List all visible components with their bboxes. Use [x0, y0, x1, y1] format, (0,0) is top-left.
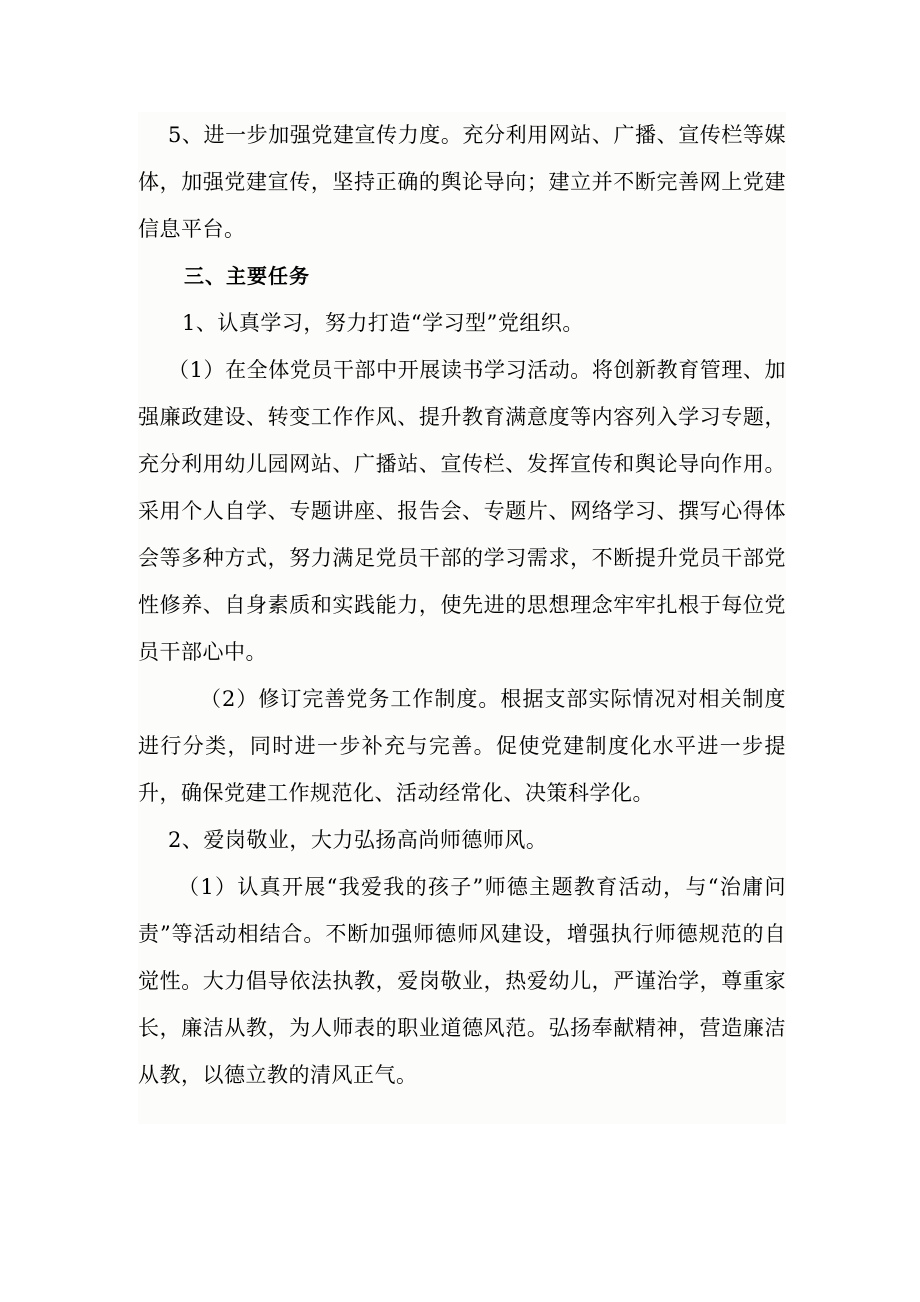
paragraph-reading-activity: （1）在全体党员干部中开展读书学习活动。将创新教育管理、加强廉政建设、转变工作作风、提升教育满意度等内容列入学习专题，充分利用幼儿园网站、广播站、宣传栏、发挥宣传和舆论导向作用。采用个人自学、专题讲座、报告会、专题片、网络学习、撰写心得体会等多种方式，努力满足党员干部的学习需求，不断提升党员干部党性修养、自身素质和实践能力，使先进的思想理念牢牢扎根于每位党员干部心中。	[138, 358, 786, 664]
section-heading-main-tasks: 三、主要任务	[184, 264, 310, 288]
paragraph-system-revision: （2）修订完善党务工作制度。根据支部实际情况对相关制度进行分类，同时进一步补充与完善。促使党建制度化水平进一步提升，确保党建工作规范化、活动经常化、决策科学化。	[138, 687, 786, 805]
document-body	[138, 112, 786, 1124]
paragraph-ethics-education: （1）认真开展“我爱我的孩子”师德主题教育活动，与“治庸问责”等活动相结合。不断加强师德师风建设，增强执行师德规范的自觉性。大力倡导依法执教，爱岗敬业，热爱幼儿，严谨治学，尊重家长，廉洁从教，为人师表的职业道德风范。弘扬奉献精神，营造廉洁从教，以德立教的清风正气。	[138, 875, 786, 1087]
paragraph-study: 1、认真学习，努力打造“学习型”党组织。	[182, 311, 584, 335]
paragraph-publicity: 5、进一步加强党建宣传力度。充分利用网站、广播、宣传栏等媒体，加强党建宣传，坚持正确的舆论导向；建立并不断完善网上党建信息平台。	[138, 123, 786, 241]
paragraph-dedication: 2、爱岗敬业，大力弘扬高尚师德师风。	[168, 828, 548, 852]
